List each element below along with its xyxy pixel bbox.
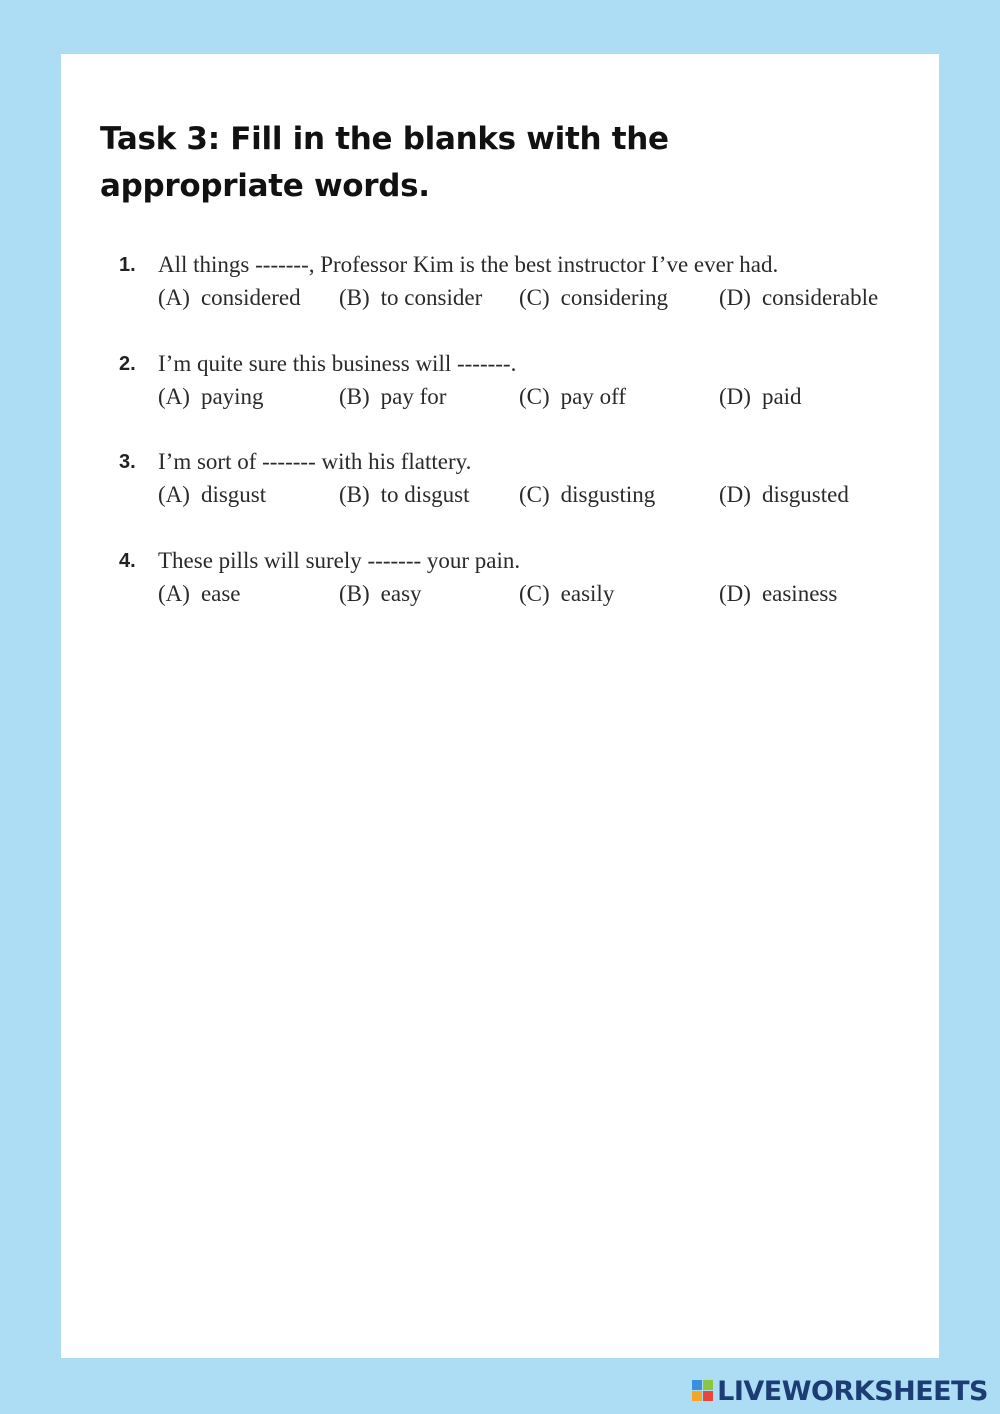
question-number: 3. bbox=[119, 451, 136, 473]
question-2 bbox=[119, 351, 919, 421]
question-stem: I’m quite sure this business will -------. bbox=[158, 351, 517, 376]
option-letter: (C) bbox=[519, 285, 550, 310]
question-number: 1. bbox=[119, 254, 136, 276]
option-text: paying bbox=[200, 384, 264, 409]
option-a[interactable] bbox=[158, 384, 264, 410]
option-a[interactable] bbox=[158, 581, 241, 607]
option-letter: (C) bbox=[519, 581, 550, 606]
option-letter: (C) bbox=[519, 482, 550, 507]
option-letter: (D) bbox=[719, 482, 751, 507]
option-text: paid bbox=[761, 384, 802, 409]
option-a[interactable] bbox=[158, 482, 266, 508]
question-4 bbox=[119, 548, 919, 618]
liveworksheets-brand[interactable] bbox=[692, 1374, 988, 1408]
option-d[interactable] bbox=[719, 581, 837, 607]
option-text: considered bbox=[200, 285, 301, 310]
logo-square bbox=[703, 1391, 713, 1401]
option-b[interactable] bbox=[339, 482, 470, 508]
option-text: easiness bbox=[761, 581, 838, 606]
option-text: easily bbox=[560, 581, 615, 606]
question-number: 2. bbox=[119, 353, 136, 375]
option-c[interactable] bbox=[519, 482, 655, 508]
option-letter: (C) bbox=[519, 384, 550, 409]
option-text: easy bbox=[380, 581, 422, 606]
question-1 bbox=[119, 252, 919, 322]
option-d[interactable] bbox=[719, 482, 849, 508]
option-letter: (A) bbox=[158, 384, 190, 409]
option-letter: (D) bbox=[719, 285, 751, 310]
option-letter: (A) bbox=[158, 581, 190, 606]
option-text: disgusting bbox=[560, 482, 656, 507]
option-b[interactable] bbox=[339, 581, 422, 607]
liveworksheets-logo-icon bbox=[692, 1380, 714, 1402]
logo-square bbox=[703, 1380, 713, 1390]
option-text: considerable bbox=[761, 285, 879, 310]
logo-square bbox=[692, 1380, 702, 1390]
option-b[interactable] bbox=[339, 285, 482, 311]
option-letter: (D) bbox=[719, 384, 751, 409]
question-stem: All things -------, Professor Kim is the best instructor I’ve ever had. bbox=[158, 252, 779, 277]
option-text: disgust bbox=[200, 482, 267, 507]
option-text: considering bbox=[560, 285, 668, 310]
question-stem: These pills will surely ------- your pain. bbox=[158, 548, 521, 573]
option-letter: (A) bbox=[158, 482, 190, 507]
option-letter: (B) bbox=[339, 285, 370, 310]
question-stem: I’m sort of ------- with his flattery. bbox=[158, 449, 472, 474]
option-text: pay for bbox=[380, 384, 447, 409]
option-letter: (B) bbox=[339, 581, 370, 606]
option-text: ease bbox=[200, 581, 241, 606]
option-d[interactable] bbox=[719, 285, 878, 311]
option-c[interactable] bbox=[519, 581, 614, 607]
option-letter: (B) bbox=[339, 384, 370, 409]
option-text: disgusted bbox=[761, 482, 849, 507]
option-c[interactable] bbox=[519, 285, 668, 311]
option-letter: (A) bbox=[158, 285, 190, 310]
question-3 bbox=[119, 449, 919, 519]
task-title: Task 3: Fill in the blanks with the appropriate words. bbox=[100, 121, 669, 204]
question-number: 4. bbox=[119, 550, 136, 572]
option-text: to disgust bbox=[380, 482, 470, 507]
option-text: to consider bbox=[380, 285, 483, 310]
brand-name: LIVEWORKSHEETS bbox=[717, 1375, 988, 1407]
option-a[interactable] bbox=[158, 285, 301, 311]
option-text: pay off bbox=[560, 384, 627, 409]
worksheet-page bbox=[61, 54, 939, 1358]
option-b[interactable] bbox=[339, 384, 446, 410]
option-letter: (D) bbox=[719, 581, 751, 606]
option-letter: (B) bbox=[339, 482, 370, 507]
option-d[interactable] bbox=[719, 384, 802, 410]
logo-square bbox=[692, 1391, 702, 1401]
option-c[interactable] bbox=[519, 384, 626, 410]
